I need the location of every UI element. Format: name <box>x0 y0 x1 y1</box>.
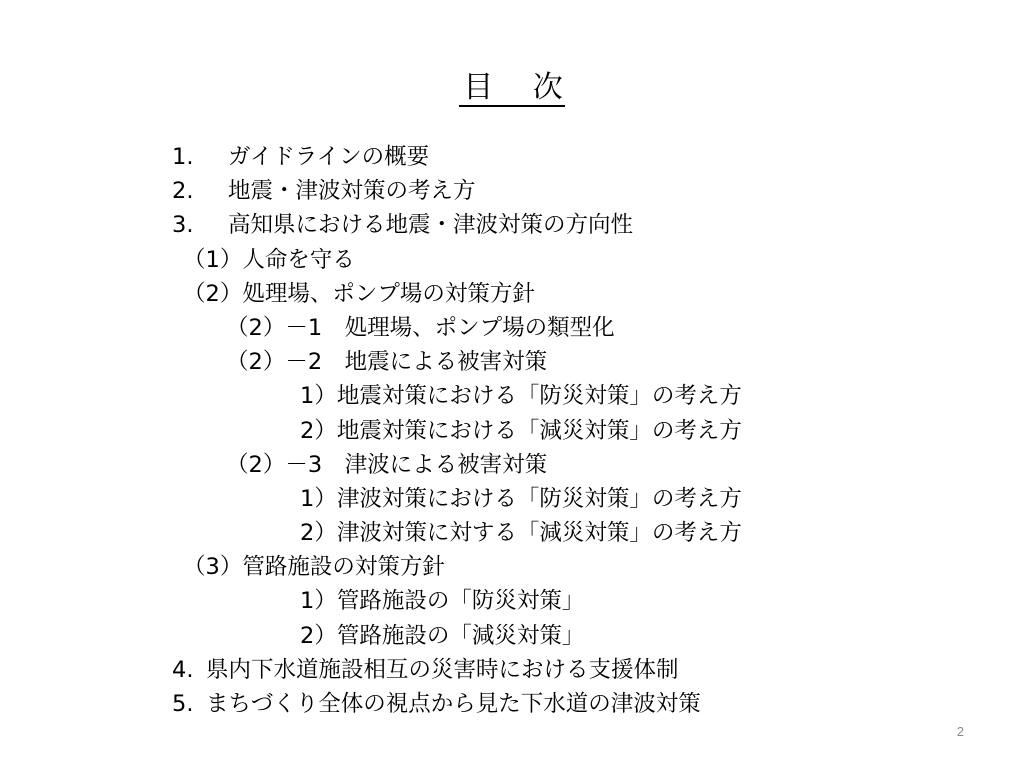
toc-item-text: 1）地震対策における「防災対策」の考え方 <box>300 383 742 410</box>
toc-subitem-3-2-2-2 <box>0 414 1024 448</box>
toc-item-text: 地震・津波対策の考え方 <box>228 178 476 205</box>
toc-item-number: 5. <box>172 691 194 717</box>
toc-item-text: （1）人命を守る <box>183 246 355 273</box>
toc-item-text: 2）津波対策に対する「減災対策」の考え方 <box>300 520 742 547</box>
toc-item-text: （2）処理場、ポンプ場の対策方針 <box>183 280 535 307</box>
toc-item-number: 4. <box>172 656 194 683</box>
toc-item-text: 2）管路施設の「減災対策」 <box>300 622 585 649</box>
toc-item-text: 2）地震対策における「減災対策」の考え方 <box>300 417 742 444</box>
toc-item-text: 高知県における地震・津波対策の方向性 <box>228 212 634 239</box>
table-of-contents <box>0 140 1024 721</box>
toc-item-text: 1）管路施設の「防災対策」 <box>300 588 585 615</box>
toc-item-number: 3. <box>172 212 194 239</box>
toc-subitem-3-2-1 <box>0 311 1024 345</box>
toc-item-text: （2）－3 津波による被害対策 <box>226 451 548 478</box>
toc-item-number: 2. <box>172 178 194 205</box>
toc-item-text: （2）－2 地震による被害対策 <box>226 349 548 376</box>
toc-subitem-3-2-2 <box>0 345 1024 379</box>
toc-item-text: （2）－1 処理場、ポンプ場の類型化 <box>226 314 615 341</box>
toc-subitem-3-2 <box>0 277 1024 311</box>
toc-item-text: （3）管路施設の対策方針 <box>183 554 445 581</box>
toc-item-text: ガイドラインの概要 <box>228 144 430 170</box>
toc-subitem-3-1 <box>0 243 1024 277</box>
page-number: 2 <box>956 724 964 739</box>
toc-subitem-3-2-3 <box>0 448 1024 482</box>
toc-item-text: 1）津波対策における「防災対策」の考え方 <box>300 485 742 512</box>
toc-item-3 <box>0 208 1024 242</box>
slide-title-text: 目 次 <box>459 71 565 107</box>
toc-subitem-3-3-2 <box>0 619 1024 653</box>
toc-item-number: 1. <box>172 144 194 170</box>
toc-item-2 <box>0 174 1024 208</box>
toc-item-1 <box>0 140 1024 174</box>
toc-subitem-3-2-2-1 <box>0 379 1024 413</box>
slide-title <box>0 68 1024 108</box>
toc-item-text: 県内下水道施設相互の災害時における支援体制 <box>206 656 679 683</box>
toc-subitem-3-2-3-1 <box>0 482 1024 516</box>
toc-subitem-3-3 <box>0 550 1024 584</box>
toc-item-5 <box>0 687 1024 721</box>
toc-item-text: まちづくり全体の視点から見た下水道の津波対策 <box>206 691 701 717</box>
toc-subitem-3-2-3-2 <box>0 516 1024 550</box>
toc-item-4 <box>0 653 1024 687</box>
toc-subitem-3-3-1 <box>0 584 1024 618</box>
